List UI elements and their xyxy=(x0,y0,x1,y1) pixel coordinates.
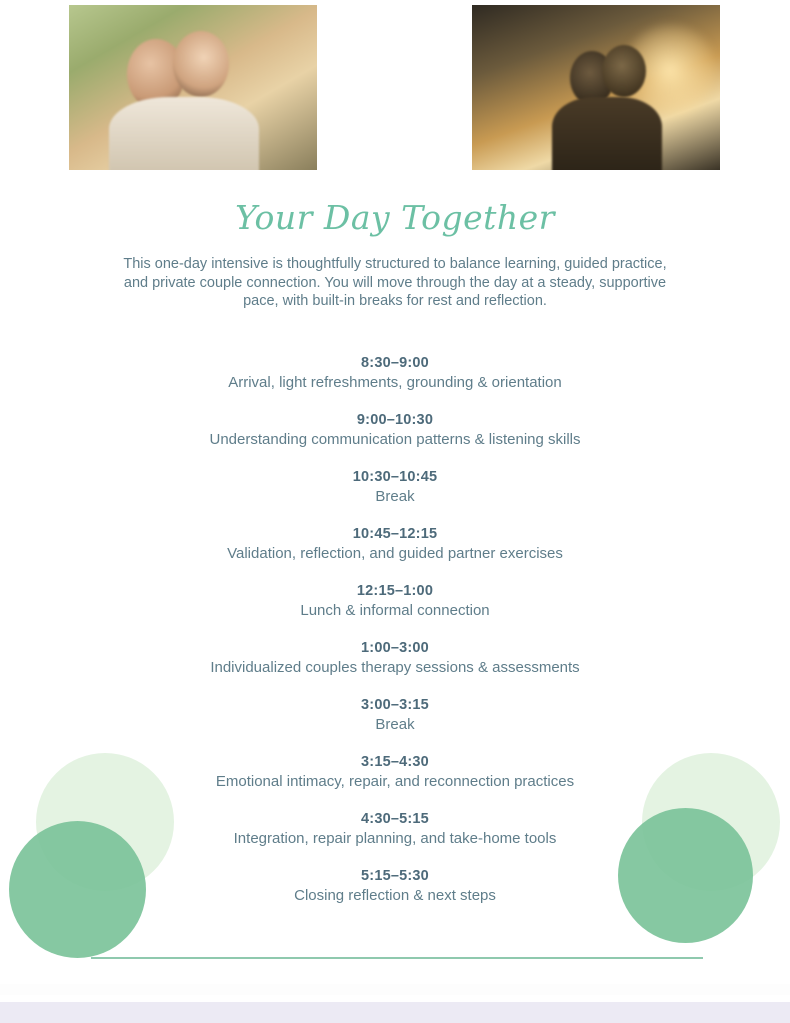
schedule-time: 12:15–1:00 xyxy=(356,582,434,599)
schedule-item xyxy=(0,526,790,562)
schedule-item xyxy=(0,583,790,619)
photo-figure-body xyxy=(109,97,259,170)
schedule-time: 3:00–3:15 xyxy=(361,696,429,713)
intro-paragraph: This one-day intensive is thoughtfully structured to balance learning, guided practice, and private couple connection. You will move through the day at a steady, supportive pace, with built-in breaks for rest and reflection. xyxy=(123,256,667,310)
schedule-description: Break xyxy=(375,487,415,505)
schedule-description: Closing reflection & next steps xyxy=(294,886,496,904)
schedule-description: Understanding communication patterns & listening skills xyxy=(209,430,581,448)
footer-gap xyxy=(0,995,790,1002)
schedule-description: Arrival, light refreshments, grounding & orientation xyxy=(228,373,562,391)
schedule-time: 8:30–9:00 xyxy=(361,354,429,371)
schedule-item xyxy=(0,412,790,448)
schedule-time: 4:30–5:15 xyxy=(361,810,429,827)
schedule-time: 10:30–10:45 xyxy=(352,468,438,485)
schedule-time: 10:45–12:15 xyxy=(352,525,438,542)
footer-divider xyxy=(91,957,703,959)
couple-sunset-embrace-photo xyxy=(472,5,720,170)
footer-band xyxy=(0,1002,790,1023)
schedule-item xyxy=(0,868,790,904)
photo-row xyxy=(0,0,790,170)
schedule-description: Individualized couples therapy sessions & assessments xyxy=(210,658,580,676)
schedule-item xyxy=(0,355,790,391)
photo-figure-right xyxy=(602,45,646,97)
photo-figure-body xyxy=(552,97,662,170)
footer-white-band xyxy=(0,984,790,995)
schedule-item xyxy=(0,697,790,733)
schedule-time: 5:15–5:30 xyxy=(361,867,429,884)
schedule-description: Validation, reflection, and guided partner exercises xyxy=(227,544,563,562)
photo-figure-right xyxy=(173,31,229,97)
schedule-list xyxy=(0,355,790,904)
schedule-description: Integration, repair planning, and take-home tools xyxy=(233,829,557,847)
schedule-description: Lunch & informal connection xyxy=(300,601,490,619)
schedule-time: 3:15–4:30 xyxy=(361,753,429,770)
couple-outdoors-laughing-photo xyxy=(69,5,317,170)
page-title: Your Day Together xyxy=(235,198,555,237)
schedule-time: 1:00–3:00 xyxy=(361,639,429,656)
schedule-description: Break xyxy=(375,715,415,733)
schedule-item xyxy=(0,754,790,790)
schedule-item xyxy=(0,469,790,505)
schedule-description: Emotional intimacy, repair, and reconnection practices xyxy=(215,772,575,790)
schedule-item xyxy=(0,640,790,676)
schedule-time: 9:00–10:30 xyxy=(356,411,434,428)
schedule-item xyxy=(0,811,790,847)
